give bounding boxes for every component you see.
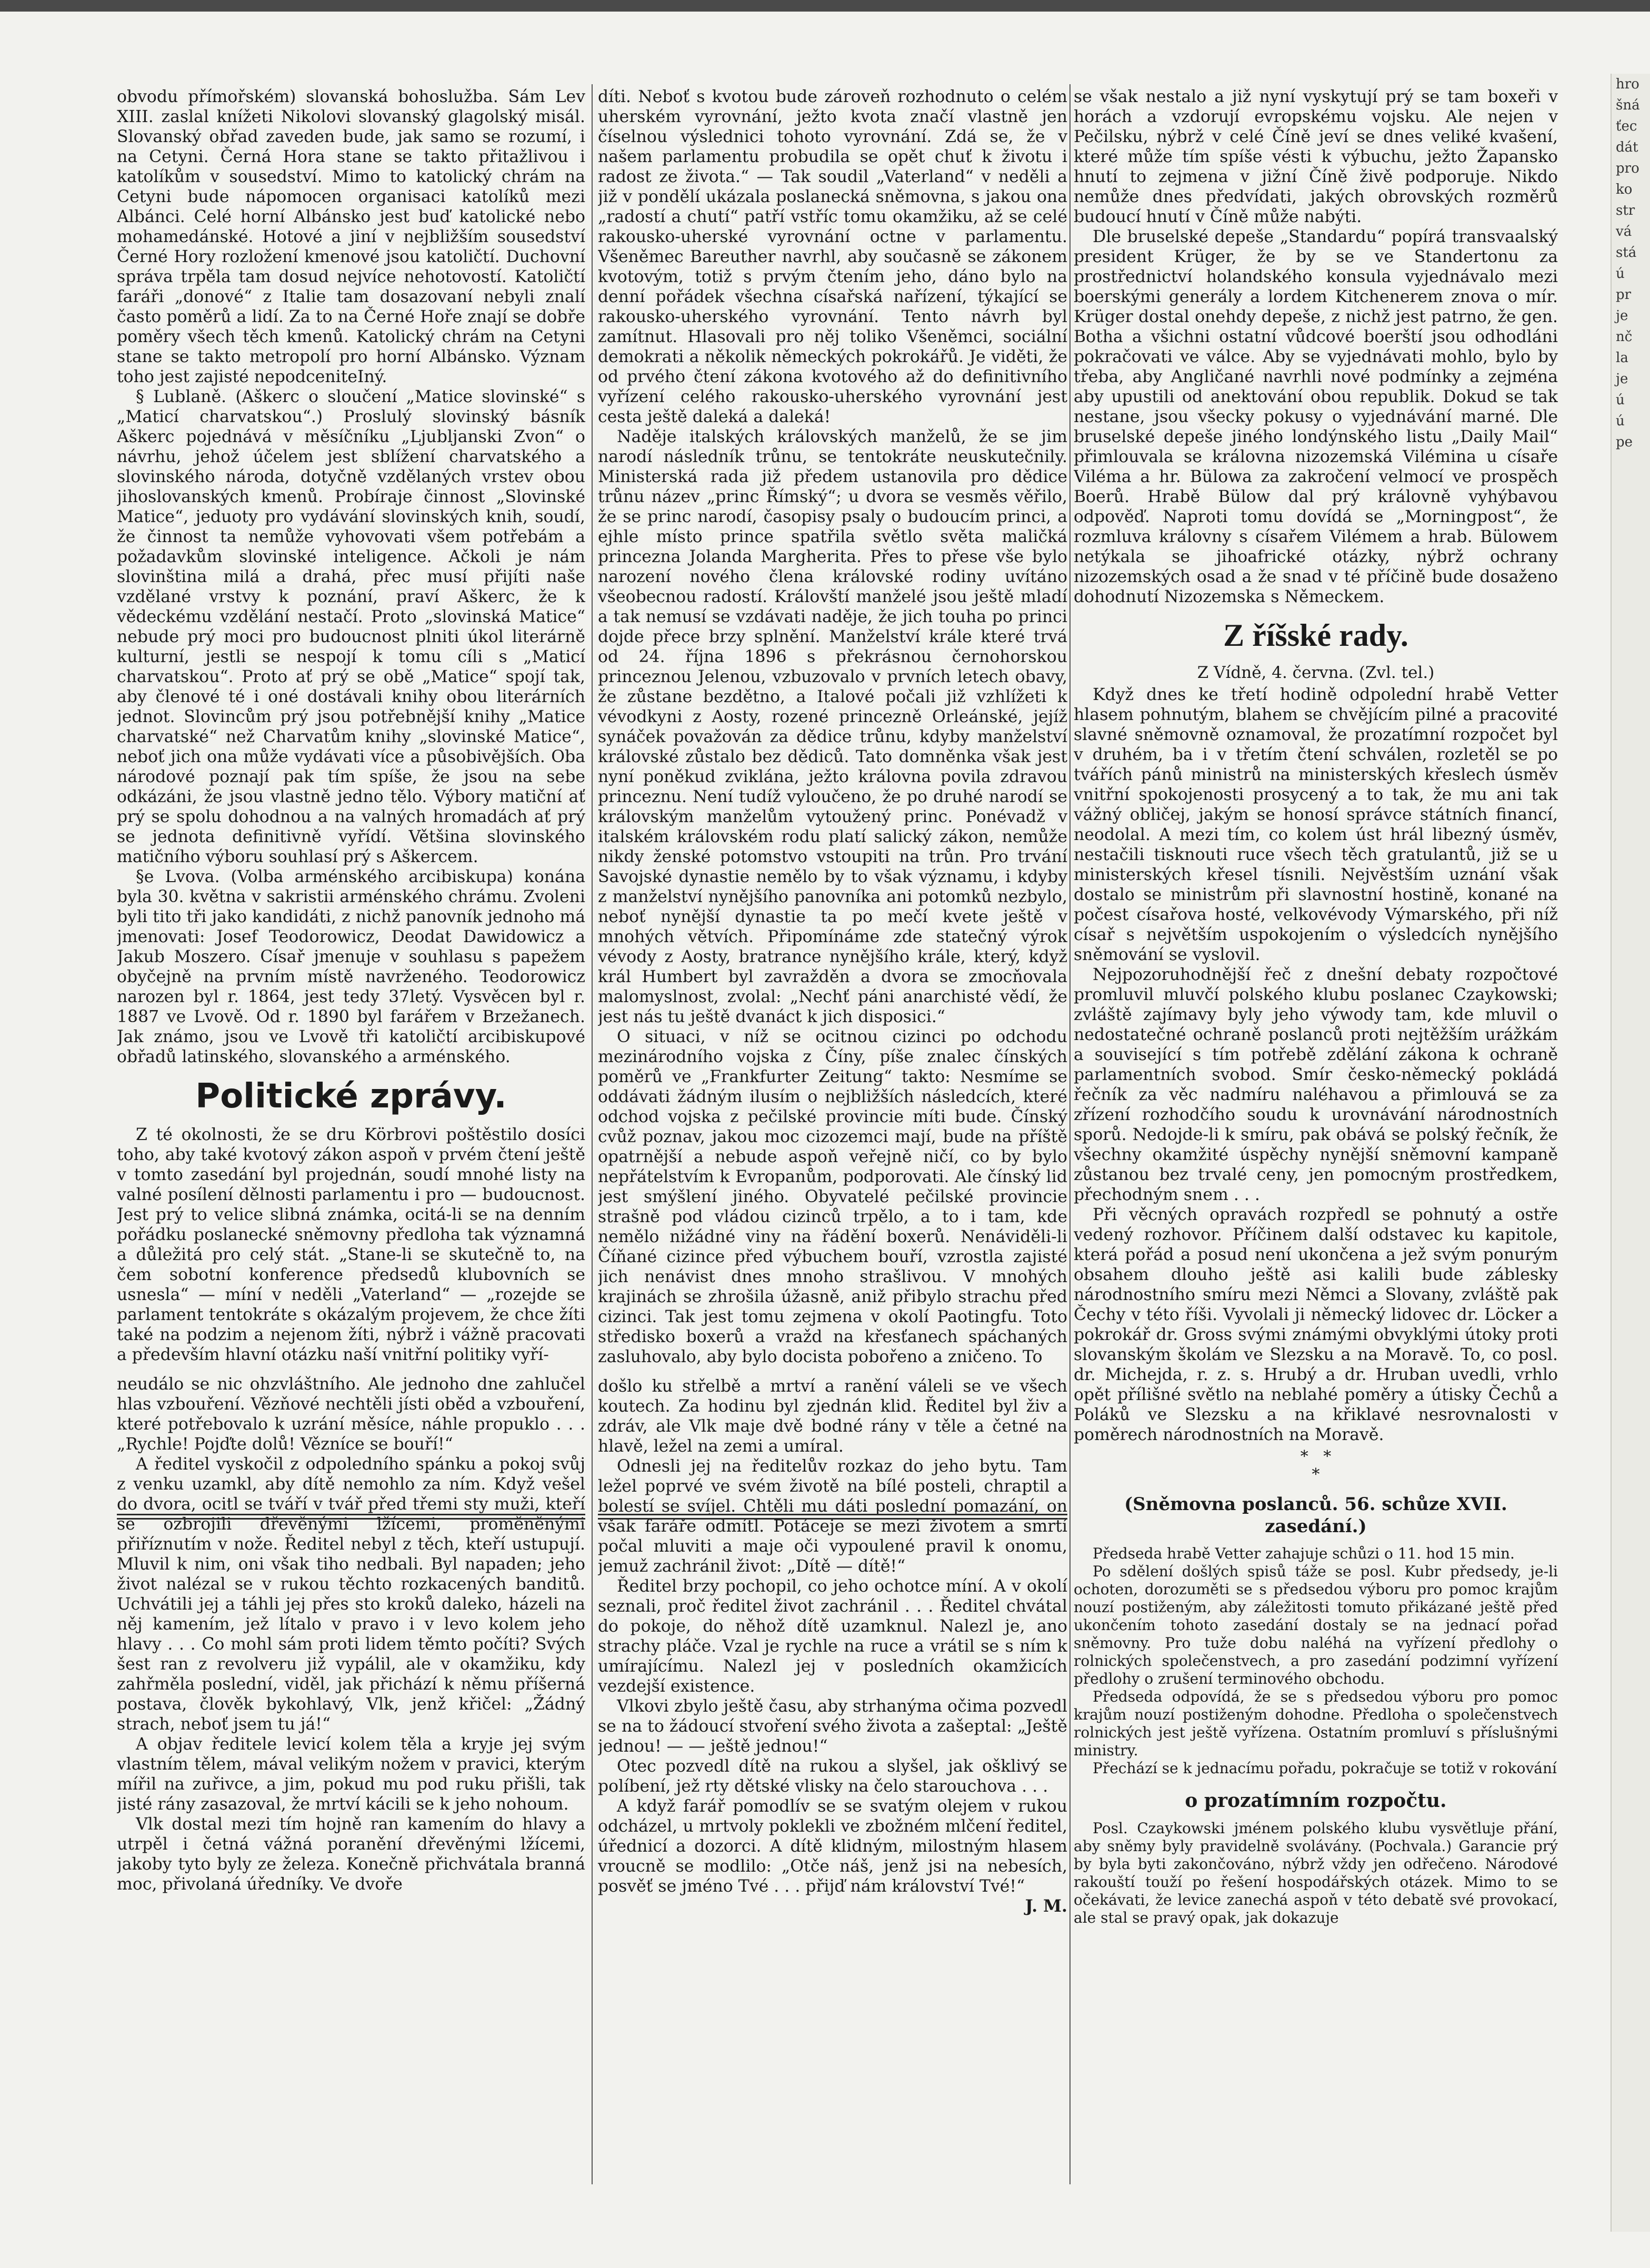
feuilleton-text: Otec pozvedl dítě na rukou a slyšel, jak ošklivý se políbení, jež rty dětské vlisky na čelo starouchova . . .	[598, 1757, 1067, 1796]
edge-fragment: ú	[1616, 392, 1625, 408]
scan-top-edge	[0, 0, 1650, 12]
article-text: Přechází se k jednacímu pořadu, pokračuje se totiž v rokování	[1093, 1760, 1557, 1777]
feuilleton-text: Odnesli jej na ředitelův rozkaz do jeho bytu. Tam ležel poprvé ve svém životě na bílé posteli, chraptil a bolestí se svíjel. Chtěli mu dáti poslední pomazání, on však faráře odmítl. Potáceje se mezi životem a smrtí počal mluviti a maje oči vypoulené pravil k onomu, jemuž zachránil život: „Dítě — dítě!“	[598, 1457, 1067, 1576]
article-text: Dle bruselské depeše „Standardu“ popírá transvaalský president Krüger, že by se ve Standertonu za prostřednictví holandského konsula vyjednávalo mezi boerskými generály a lordem Kitchenerem znova o mír. Krüger dostal onehdy depeše, z nichž jest patrno, že gen. Botha a všichni ostatní vůdcové boerští jsou odhodláni pokračovati ve válce. Aby se vyjednávati mohlo, bylo by třeba, aby Angličané navrhli nové podmínky a zejména aby upustili od anektování obou republik. Dokud se tak nestane, jsou všecky pokusy o vyjednávání marné. Dle bruselské depeše jiného londýnského listu „Daily Mail“ přimlouvala se královna nizozemská Vilémina u císaře Viléma a hr. Bülowa za zakročení velmocí ve prospěch Boerů. Hrabě Bülow dal prý královně vyhýbavou odpověď. Naproti tomu dovídá se „Morningpost“, že rozmluva královny s císařem Vilémem a hrab. Bülowem netýkala se jihoafrické otázky, nýbrž ochrany nizozemských osad a že snad v té příčině bude dosaženo dohodnutí Nizozemska s Německem.	[1074, 227, 1558, 606]
article-text: Posl. Czaykowski jménem polského klubu vysvětluje přání, aby sněmy byly pravidelně svolávány. (Pochvala.) Garancie prý by byla byti zakončováno, nýbrž vždy jen odřečeno. Národové rakouští touží po řešení hospodářských otázek. Mimo to se očekávati, že levice zanechá aspoň v této debatě své provokací, ale stal se pravý opak, jak dokazuje	[1074, 1820, 1558, 1926]
subsection-heading: (Sněmovna poslanců. 56. schůze XVII. zasedání.)	[1124, 1494, 1507, 1537]
feuilleton-text: A když farář pomodlív se se svatým olejem v rukou odcházel, u mrtvoly poklekli ve zbožném mlčení ředitel, úřednicí a dozorci. A dítě klidným, milostným hlasem vroucně se modlilo: „Otče náš, jenž jsi na nebesích, posvěť se jméno Tvé . . . přijď nám království Tvé!“	[598, 1797, 1067, 1896]
column-3	[1074, 87, 1558, 2234]
feuilleton-text: neudálo se nic ohzvláštního. Ale jednoho dne zahlučel hlas vzbouření. Vězňové nechtěli jísti oběd a vzbouření, které potřebovalo k uzrání měsíce, náhle propuklo . . . „Rychle! Pojďte dolů! Vězníce se bouří!“	[117, 1375, 585, 1454]
edge-fragment: je	[1616, 371, 1628, 387]
edge-fragment: hro	[1616, 76, 1639, 92]
edge-fragment: ťec	[1616, 118, 1637, 134]
article-text: Když dnes ke třetí hodině odpolední hrabě Vetter hlasem pohnutým, blahem se chvějícím pilné a pracovité slavné sněmovně oznamoval, že prozatímní rozpočet byl v druhém, ba i v třetím čtení schválen, rozletěl se po tvářích pánů ministrů na ministerských křeslech úsměv vnitřní spokojenosti prosycený a to tak, že mu ani tak vážný obličej, jakým se honosí správce státních financí, neodolal. A mezi tím, co kolem úst hrál libezný úsměv, nestačili tisknouti ruce všech těch gratulantů, již se u ministerských křesel tísnili. Nejvěstším uznání však dostalo se ministrům při slavnostní hostině, konané na počest císařova hosté, velkovévody Výmarského, při níž císař s největším uspokojením o výsledcích nynějšího sněmování se vyslovil.	[1074, 685, 1558, 964]
feuilleton-text: Vlk dostal mezi tím hojně ran kamením do hlavy a utrpěl i četná vážná poranění dřevěnými lžícemi, jakoby tyto byly ze železa. Konečně přichvátala branná moc, přivolaná úředníky. Ve dvoře	[117, 1815, 585, 1894]
section-heading: Z říšské rady.	[1223, 618, 1408, 653]
news-item-lublana: § Lublaně. (Aškerc o sloučení „Matice slovinské“ s „Maticí charvatskou“.) Proslulý slovinský básník Aškerc pojednává v měsíčníku „Ljubljanski Zvon“ o návrhu, jehož účelem jest sblížení charvatského a slovinského národa, dotyčně vzdělaných vrstev obou jihoslovanských kmenů. Probíraje činnost „Slovinské Matice“, jeduoty pro vydávání slovinských knih, soudí, že činnost ta nemůže vyhovovati všem potřebám a požadavkům slovinské inteligence. Ačkoli je nám slovinština milá a drahá, přec musí přijíti naše vzdělané vrstvy k poznání, praví Aškerc, že k vědeckému vzdělání nestačí. Proto „slovinská Matice“ nebude prý moci pro budoucnost plniti úkol literárně kulturní, jestli se nespojí k tomu cíli s „Maticí charvatskou“. Proto ať prý se obě „Matice“ spojí tak, aby členové té i oné dostávali knihy obou literárních jednot. Slovincům prý jsou potřebnější knihy „Matice charvatské“ než Charvatům knihy „slovinské Matice“, neboť jich ona může vydávati více a působivějších. Oba národové poznají pak tím spíše, že jsou na sebe odkázáni, že jsou vlastně jedno tělo. Výbory matiční ať prý se spolu dohodnou a na valných hromadách ať prý se jednota definitivně vyřídí. Většina slovinského matičního výboru souhlasí prý s Aškercem.	[117, 387, 585, 866]
edge-fragment: ú	[1616, 413, 1625, 429]
edge-fragment: vá	[1616, 224, 1632, 239]
column-divider	[1069, 84, 1071, 2184]
section-heading: Politické zprávy.	[195, 1077, 507, 1116]
article-text: Z té okolnosti, že se dru Körbrovi poštěstilo dosíci toho, aby také kvotový zákon aspoň v prvém čtení ještě v tomto zasedání byl projednán, soudí mnohé listy na valné posílení dělnosti parlamentu i pro — budoucnost. Jest prý to velice slibná známka, ocitá-li se na denním pořádku poslanecké sněmovny předloha tak významná a důležitá pro celý stát. „Stane-li se skutečně to, na čem sobotní konference předsedů klubovních se usnesla“ — míní v neděli „Vaterland“ — „rozejde se parlament tentokráte s okázalým projevem, že chce žíti také na podzim a nejenom žíti, nýbrž i vážně pracovati a především hlavní otázku naší vnitřní politiky vyří-	[117, 1125, 585, 1364]
article-text: Předseda hrabě Vetter zahajuje schůzi o 11. hod 15 min.	[1093, 1545, 1515, 1562]
feuilleton-text: došlo ku střelbě a mrtví a ranění váleli se ve všech koutech. Za hodinu byl zjednán klid. Ředitel byl živ a zdráv, ale Vlk maje dvě bodné rány v těle a četné na hlavě, ležel na zemi a umíral.	[598, 1377, 1067, 1456]
edge-fragment: stá	[1616, 245, 1637, 261]
feuilleton-text: A ředitel vyskočil z odpoledního spánku a pokoj svůj z venku uzamkl, aby dítě nemohlo za ním. Když vešel do dvora, ocitl se tváří v tvář před třemi sty muži, kteří se ozbrojili dřevěnými lžícemi, proměněnými přiříznutím v nože. Ředitel nebyl z těch, kteří ustupují. Mluvil k nim, oni však tiho nedbali. Byl napaden; jeho život nalézal se v rukou těchto rozkacených banditů. Uchvátili jej a táhli jej přes sto kroků daleko, házeli na něj kamením, jež lítalo v pravo i v levo kolem jeho hlavy . . . Co mohl sám proti lidem těmto počíti? Svých šest ran z revolveru již vypálil, ale v okamžiku, kdy zahřměla poslední, viděl, jak přichází k němu příšerná postava, člověk bykohlavý, Vlk, jenž křičel: „Žádný strach, neboť jsem tu já!“	[117, 1455, 585, 1734]
dateline: Z Vídně, 4. června. (Zvl. tel.)	[1197, 663, 1435, 682]
edge-fragment: je	[1616, 308, 1628, 324]
article-text: Při věcných opravách rozpředl se pohnutý a ostře vedený rozhovor. Příčinem další odstavec ku kapitole, která pořád a posud není ukončena a jež svým ponurým obsahem dlouho ještě asi kalili bude záblesky národnostního smíru mezi Němci a Slovany, zvláště pak Čechy v této říši. Vyvolali ji německý lidovec dr. Löcker a pokrokář dr. Gross svými známými obvyklými útoky proti slovanským školám ve Slezsku a na Moravě. To, co posl. dr. Michejda, r. z. s. Hrubý a dr. Hruban uvedli, vrhlo opět přílišné světlo na neblahé poměry a útisky Čechů a Poláků ve Slezsku a na křiklavé nesrovnalosti v poměrech národnostních na Moravě.	[1074, 1205, 1558, 1444]
feuilleton-rule	[117, 1514, 585, 1520]
edge-fragment: nč	[1616, 329, 1633, 345]
subsection-heading: o prozatímním rozpočtu.	[1185, 1790, 1447, 1812]
article-text: díti. Neboť s kvotou bude zároveň rozhodnuto o celém uherském vyrovnání, ježto kvota značí vlastně jen číselnou výslednici tohoto vyrovnání. Zdá se, že v našem parlamentu probudila se opět chuť k životu i radost ze života.“ — Tak soudil „Vaterland“ v neděli a již v pondělí ukázala poslanecká sněmovna, s jakou ona „radostí a chutí“ patří vstříc tomu okamžiku, až se celé rakousko-uherské vyrovnání octne v parlamentu. Všeněmec Bareuther navrhl, aby současně se zákonem kvotovým, totiž s prvým čtením jeho, dáno bylo na denní pořádek všechna císařská nařízení, týkající se rakousko-uherského vyrovnání. Tento návrh byl zamítnut. Hlasovali pro něj toliko Všeněmci, sociální demokrati a několik německých pokrokářů. Je viděti, že od prvého čtení zákona kvotového až do definitivního vyřízení celého rakousko-uherského vyrovnání jest cesta ještě daleká a daleká!	[598, 87, 1067, 426]
edge-fragment: ú	[1616, 266, 1625, 282]
edge-fragment: šná	[1616, 97, 1640, 113]
edge-fragment: la	[1616, 350, 1628, 366]
article-text: O situaci, v níž se ocitnou cizinci po odchodu mezinárodního vojska z Číny, píše znalec čínských poměrů ve „Frankfurter Zeitung“ takto: Nesmíme se oddávati žádným ilusím o nejbližších následcích, které odchod vojska z pečilské provincie míti bude. Čínský cvůž poznav, jakou moc cizozemci mají, bude na příště opatrnější a nebude aspoň veřejně ničí, co by bylo nepřátelstvím k Evropanům, podporovati. Ale čínský lid jest smýšlení jiného. Obyvatelé pečilské provincie strašně pod vládou cizinců trpělo, a to i tam, kde nemělo nižádné viny na řádění boxerů. Nenáviděli-li Číňané cizince před výbuchem bouří, vzrostla zajisté jich nenávist dnes mnoho strašlivou. V mnohých krajinách se zhrošila úžasně, aniž přibylo strachu před cizinci. Tak jest tomu zejmena v okolí Paotingfu. Toto středisko boxerů a vražd na křesťanech spáchaných zasluhovalo, aby bylo docista pobořeno a zničeno. To	[598, 1027, 1067, 1366]
article-text: Předseda odpovídá, že se s předsedou výboru pro pomoc krajům nouzí postiženým dohodne. Předloha o společenstvech rolnických jest ještě vyřízena. Ostatním promluví s příslušnými ministry.	[1074, 1688, 1558, 1759]
column-2	[598, 87, 1067, 2234]
edge-fragment: pr	[1616, 287, 1632, 303]
edge-fragment: dát	[1616, 139, 1638, 155]
edge-fragment: pro	[1616, 161, 1639, 176]
edge-fragment: pe	[1616, 434, 1633, 450]
article-text: obvodu přímořském) slovanská bohoslužba. Sám Lev XIII. zaslal knížeti Nikolovi slovanský glagolský misál. Slovanský obřad zaveden bude, jak samo se rozumí, i na Cetyni. Černá Hora stane se takto přitažlivou i katolíkům v sousedství. Mimo to katolický chrám na Cetyni bude nápomocen organisaci katolíků mezi Albánci. Celé horní Albánsko jest buď katolické nebo mohamedánské. Hotové a jiní v nejbližším sousedství Černé Hory rozložení kmenové jsou katoličtí. Duchovní správa trpěla tam dosud nejvíce nehotovostí. Katoličtí faráři „donové“ z Italie tam dosazovaní nebyli znalí často poměrů a lidí. Za to na Černé Hoře znají se dobře poměry všech těch kmenů. Katolický chrám na Cetyni stane se takto metropolí pro horní Albánsko. Význam toho jest zajisté nepodceniteIný.	[117, 87, 585, 386]
column-divider	[592, 84, 593, 2184]
feuilleton-rule	[598, 1514, 1067, 1520]
adjacent-page-edge	[1611, 74, 1650, 2232]
article-text: se však nestalo a již nyní vyskytují prý se tam boxeři v horách a vzdorují evropskému vojsku. Ale nejen v Pečilsku, nýbrž v celé Číně jeví se dnes veliké kvašení, které může tím spíše vésti k výbuchu, ježto Žapansko hnutí to zejmena v jižní Číně živě podporuje. Nikdo nemůže dnes předvídati, jakých obrovských rozměrů budoucí hnutí v Číně může nabýti.	[1074, 87, 1558, 226]
news-item-lvov: §e Lvova. (Volba arménského arcibiskupa) konána byla 30. května v sakristii arménského chrámu. Zvoleni byli tito tři jako kandidáti, z nichž panovník jednoho má jmenovati: Josef Teodorowicz, Deodat Dawidowicz a Jakub Moszero. Císař jmenuje v souhlasu s papežem obyčejně na prvním místě navrženého. Teodorowicz narozen byl r. 1864, jest tedy 37letý. Vysvěcen byl r. 1887 ve Lvově. Od r. 1890 byl farářem v Brzežanech. Jak známo, jsou ve Lvově tři katoličtí arcibiskupové obřadů latinského, slovanského a arménského.	[117, 867, 585, 1066]
edge-fragment: str	[1616, 203, 1635, 218]
feuilleton-text: Ředitel brzy pochopil, co jeho ochotce míní. A v okolí seznali, proč ředitel život zachránil . . . Ředitel chvátal do pokoje, do něhož dítě uzamknul. Nalezl je, ano strachy pláče. Vzal je rychle na ruce a vrátil se s ním k umírajícímu. Nalezl jej v posledních okamžicích vezdejší existence.	[598, 1577, 1067, 1696]
feuilleton-text: Vlkovi zbylo ještě času, aby strhanýma očima pozvedl se na to žádoucí stvoření svého života a zašeptal: „Ještě jednou! — — ještě jednou!“	[598, 1697, 1067, 1756]
article-text: Po sdělení došlých spisů táže se posl. Kubr předsedy, je-li ochoten, dorozuměti se s předsedou výboru pro pomoc krajům nouzí postiženým, aby záležitosti tomuto přikázané ještě před ukončením tohoto zasedání dostaly se na jednací pořad sněmovny. Pro tuže dobu naléhá na vyřízení předlohy o rolnických společenstvech, a pro zasedání podzimní vyřízení předlohy o zrušení terminového obchodu.	[1074, 1563, 1558, 1687]
feuilleton-text: A objav ředitele levicí kolem těla a kryje jej svým vlastním tělem, mával velikým nožem v pravici, kterým mířil na zuřivce, a jim, pokud mu pod ruku přišli, tak jisté rány zasazoval, že mrtví kácili se k jeho nohoum.	[117, 1735, 585, 1814]
signature: J. M.	[1025, 1896, 1067, 1916]
article-text: Nejpozoruhodnější řeč z dnešní debaty rozpočtové promluvil mluvčí polského klubu poslanec Czaykowski; zvláště zajímavy byly jeho výwody tam, kde mluvil o nedostatečné ochraně poslanců proti nejtěžším urážkám a související s tím potřebě zdělání zákona k ochraně parlamentních svobod. Smír česko-německý pokládá řečník za věc nadmíru naléhavou a přimlouvá se za zřízení rozhodčího soudu k urovnávání národnostních sporů. Nedojde-li k smíru, pak obává se polský řečník, že všechny okamžité úspěchy nynější sněmovní kampaně zůstanou bez trvalé ceny, jen pomocným prostředkem, přechodným snem . . .	[1074, 965, 1558, 1204]
separator-stars: * * *	[1300, 1447, 1332, 1484]
article-text: Naděje italských královských manželů, že se jim narodí následník trůnu, se tentokráte neuskutečnily. Ministerská rada již předem ustanovila pro dědice trůnu název „princ Římský“; u dvora se vesměs věřilo, že se princ narodí, časopisy psaly o budoucím princi, a ejhle místo prince spatřila světlo světa maličká princezna Jolanda Margherita. Přes to přese vše bylo narození nového člena královské rodiny uvítáno všeobecnou radostí. Královští manželé jsou ještě mladí a tak nemusí se vzdávati naděje, že jich touha po princi dojde přece brzy splnění. Manželství krále které trvá od 24. října 1896 s překrásnou černohorskou princeznou Jelenou, vzbuzovalo v prvních letech obavy, že zůstane bezdětno, a Italové počali již vzhlížeti k vévodkyni z Aosty, rozené princezně Orleánské, jejíž synáček považován za dědice trůnu, kdyby manželství královské zůstalo bez dědiců. Tato domněnka však jest nyní poněkud zviklána, ježto královna povila zdravou princeznu. Není tudíž vyloučeno, že po druhé narodí se královským manželům vytoužený princ. Ponévadž v italském královském rodu platí salický zákon, nemůže nikdy ženské potomstvo vstoupiti na trůn. Pro trvání Savojské dynastie nemělo by to však významu, i kdyby z manželství nynějšího panovníka ani potomků nezbylo, neboť nynější dynastie ta po mečí kvete ještě v mnohých větvích. Připomínáme zde statečný výrok vévody z Aosty, bratrance nynějšího krále, který, když král Humbert byl zavražděn a dvora se zmocňovala malomyslnost, zvolal: „Nechť páni anarchisté vědí, že jest nás tu ještě dvanáct k jich disposici.“	[598, 427, 1067, 1026]
edge-fragment: ko	[1616, 182, 1633, 197]
column-1	[117, 87, 585, 2234]
